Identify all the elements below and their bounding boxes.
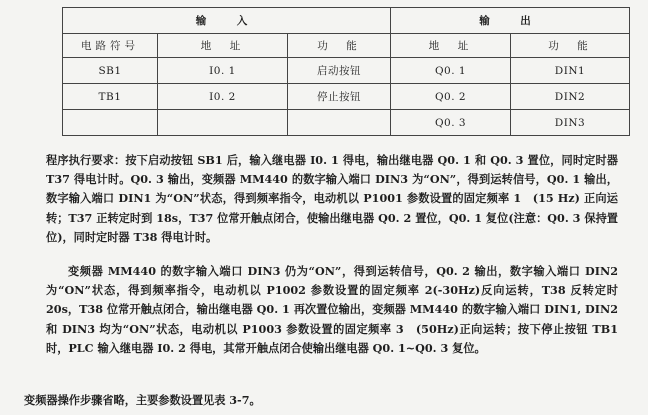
col-header-circuit-symbol: 电路符号 [63,34,158,58]
table-cell: 停止按钮 [288,84,391,110]
table-header-row [63,34,630,58]
table-cell: DIN3 [511,110,630,136]
col-header-input-function: 功 能 [288,34,391,58]
paragraph-inverter-operation: 变频器 MM440 的数字输入端口 DIN3 仍为“ON”，得到运转信号，Q0. 2 输出，数字输入端口 DIN2 为“ON”状态，得到频率指令，电动机以 P1002 参数设置的固定频率 2(-30Hz)反向运转，T38 反转定时 20s，T38 位常开触点闭合，输出继电器 Q0. 1 再次置位输出，变频器 MM440 的数字输入端口 DIN1, DIN2 和 DIN3 均为“ON”状态，电动机以 P1003 参数设置的固定频率 3 (50Hz)正向运转；按下停止按钮 TB1 时，PLC 输入继电器 I0. 2 得电，其常开触点闭合使输出继电器 Q0. 1~Q0. 3 复位。 [46,264,618,355]
table-cell: TB1 [63,84,158,110]
output-group-header: 输 出 [391,8,630,34]
table-cell: DIN1 [511,58,630,84]
table-cell: Q0. 1 [391,58,511,84]
table-cell [288,110,391,136]
table-cell: 启动按钮 [288,58,391,84]
footnote-parameter-reference: 变频器操作步骤省略，主要参数设置见表 3-7。 [24,393,261,407]
col-header-output-function: 功 能 [511,34,630,58]
input-group-header: 输 入 [63,8,391,34]
table-cell: DIN2 [511,84,630,110]
table-cell: SB1 [63,58,158,84]
table-row [63,84,630,110]
paragraph-execution-requirements: 程序执行要求：按下启动按钮 SB1 后，输入继电器 I0. 1 得电，输出继电器 Q0. 1 和 Q0. 3 置位，同时定时器 T37 得电计时。Q0. 3 输出，变频器 MM440 的数字输入端口 DIN3 为“ON”，得到运转信号，Q0. 1 输出，数字输入端口 DIN1 为“ON”状态，得到频率指令，电动机以 P1001 参数设置的固定频率 1 (15 Hz) 正向运转；T37 正转定时到 18s，T37 位常开触点闭合，使输出继电器 Q0. 2 置位，Q0. 1 复位(注意：Q0. 3 保持置位)，同时定时器 T38 得电计时。 [46,153,618,244]
table-group-row [63,8,630,34]
table-row [63,58,630,84]
table-row [63,110,630,136]
table-cell: I0. 2 [158,84,288,110]
col-header-output-address: 地 址 [391,34,511,58]
table-cell: Q0. 2 [391,84,511,110]
table-cell [158,110,288,136]
table-cell: Q0. 3 [391,110,511,136]
table-cell: I0. 1 [158,58,288,84]
table-cell [63,110,158,136]
io-assignment-table [62,7,630,136]
col-header-input-address: 地 址 [158,34,288,58]
